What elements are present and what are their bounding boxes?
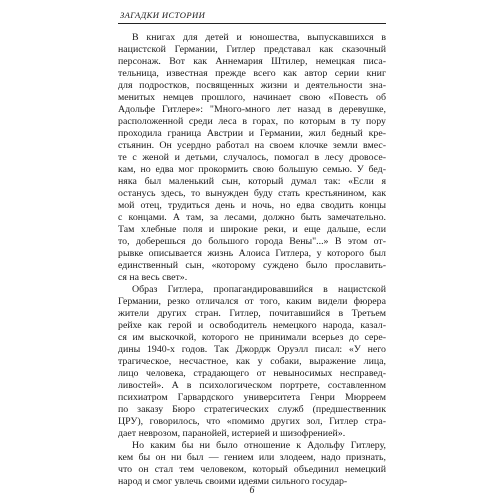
text-line: стьянин. Он усердно работал на своем клочке земли вмес- bbox=[118, 140, 386, 151]
text-line: менитых немцев прошлого, начинает свою «Повесть об bbox=[118, 92, 386, 103]
text-line: дает неврозом, паранойей, истерией и шизофренией». bbox=[118, 428, 346, 439]
text-line: жители других стран. Гитлер, почитавшийся в Третьем bbox=[118, 308, 386, 319]
text-line: народ и смог увлечь своими идеями сильного государ- bbox=[118, 476, 348, 487]
text-line: ся на весь свет». bbox=[118, 272, 188, 283]
text-line: проходила граница Австрии и Германии, жил бедный кре- bbox=[118, 128, 386, 139]
text-line: кем бы он ни был — гением или злодеем, надо признать, bbox=[118, 452, 386, 463]
text-line: расположенной среди леса в горах, по которым в ту пору bbox=[118, 116, 386, 127]
book-page bbox=[118, 10, 386, 496]
running-header: ЗАГАДКИ ИСТОРИИ bbox=[120, 10, 206, 20]
text-line: Но каким бы ни было отношение к Адольфу Гитлеру, bbox=[132, 440, 386, 451]
text-line: останусь здесь, то вынужден буду стать крестьянином, как bbox=[118, 188, 386, 199]
paragraph bbox=[118, 32, 386, 284]
text-line: психиатром Гарвардского университета Генри Мюрреем bbox=[118, 392, 386, 403]
text-line: единственный сын, «которому суждено было прославить- bbox=[118, 260, 386, 271]
text-line: с концами. А там, за лесами, должно быть замечательно. bbox=[118, 212, 386, 223]
text-line: дины 1940-х годов. Так Джордж Оруэлл писал: «У него bbox=[118, 344, 386, 355]
text-line: лицо человека, страдающего от невыносимых несправед- bbox=[118, 368, 386, 379]
text-line: ся им выскочкой, которого не принимали всерьез до сере- bbox=[118, 332, 386, 343]
text-line: В книгах для детей и юношества, выпускавшихся в bbox=[132, 32, 386, 43]
header-rule bbox=[118, 23, 386, 24]
text-line: персонаж. Вот как Аннемария Штилер, немецкая писа- bbox=[118, 56, 386, 67]
text-line: нацистской Германии, Гитлер представал как сказочный bbox=[118, 44, 386, 55]
body-text bbox=[118, 32, 386, 488]
text-line: тельница, известная прежде всего как автор серии книг bbox=[118, 68, 386, 79]
text-line: ЦРУ), говорилось, что «помимо других зол, Гитлер стра- bbox=[118, 416, 386, 427]
text-line: по заказу Бюро стратегических служб (предшественник bbox=[118, 404, 386, 415]
page-number: 6 bbox=[249, 485, 255, 496]
text-line: Там хлебные поля и широкие реки, и еще дальше, если bbox=[118, 224, 386, 235]
text-line: рейхе как герой и освободитель немецкого народа, казал- bbox=[118, 320, 386, 331]
text-line: Адольфе Гитлере»: "Много-много лет назад в деревушке, bbox=[118, 104, 386, 115]
text-line: мой отец, трудиться день и ночь, но едва сводить концы bbox=[118, 200, 386, 211]
text-line: те с женой и детьми, случалось, помогал в лесу дровосе- bbox=[118, 152, 386, 163]
text-line: няка был маленький сын, который думал так: «Если я bbox=[118, 176, 386, 187]
text-line: Образ Гитлера, пропагандировавшийся в нацистской bbox=[132, 284, 386, 295]
text-line: рывке описывается жизнь Алоиса Гитлера, у которого был bbox=[118, 248, 386, 259]
text-line: для подростков, посвященных жизни и деятельности зна- bbox=[118, 80, 386, 91]
paragraph bbox=[118, 284, 386, 440]
text-line: трагическое, несчастное, как у собаки, выражение лица, bbox=[118, 356, 386, 367]
text-line: то, доберешься до большого города Вены"...» В этом от- bbox=[118, 236, 386, 247]
text-line: кам, но едва мог прокормить свою большую семью. У бед- bbox=[118, 164, 386, 175]
text-line: что он стал тем человеком, который объединил немецкий bbox=[118, 464, 386, 475]
text-line: ливостей». А в психологическом портрете, составленном bbox=[118, 380, 386, 391]
paragraph bbox=[118, 440, 386, 488]
text-line: Германии, резко отличался от того, каким видели фюрера bbox=[118, 296, 386, 307]
